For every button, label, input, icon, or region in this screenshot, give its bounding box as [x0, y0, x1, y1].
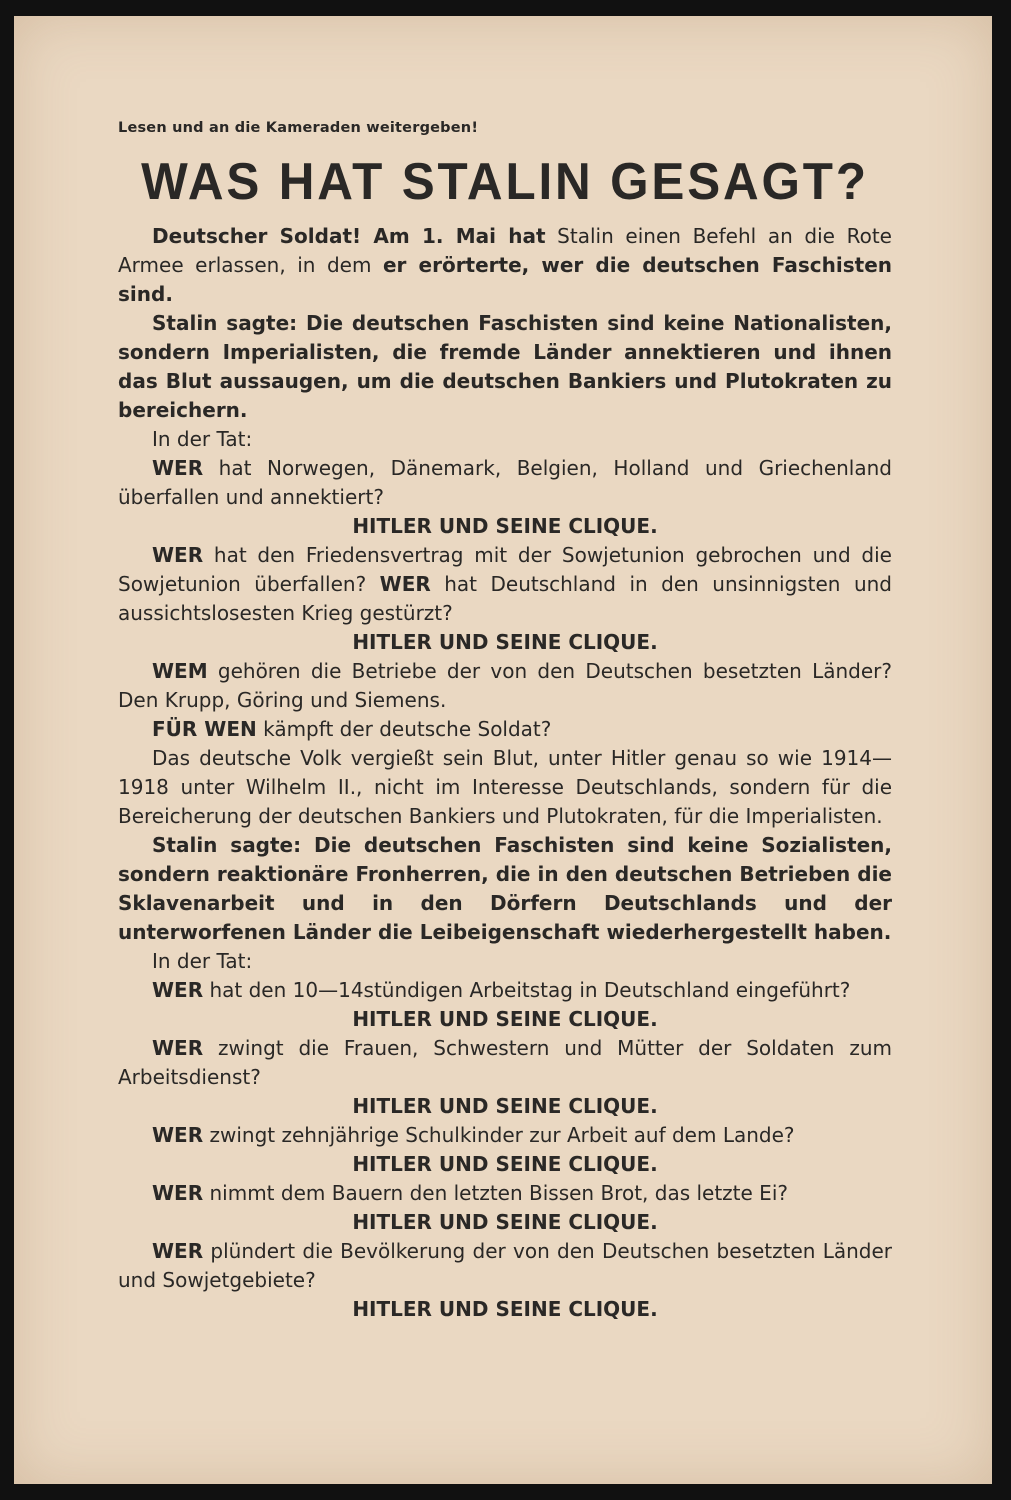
intro-text: Stalin einen Befehl an die Rote Armee erlassen, in dem [118, 224, 892, 277]
question-factories [118, 657, 892, 715]
question-keyword: WER [152, 543, 204, 567]
question-keyword: FÜR WEN [152, 717, 257, 741]
question-text: hat den Friedensvertrag mit der Sowjetunion gebrochen und die Sowjetunion überfallen? [118, 543, 892, 596]
question-text: hat Deutschland in den unsinnigsten und aussichtslosesten Krieg gestürzt? [118, 572, 892, 625]
paragraph-in-der-tat-2: In der Tat: [152, 949, 253, 973]
answer-chorus: HITLER UND SEINE CLIQUE. [352, 1007, 658, 1031]
question-text: kämpft der deutsche Soldat? [256, 717, 552, 741]
question-text: nimmt dem Bauern den letzten Bissen Brot, das letzte Ei? [203, 1181, 788, 1205]
intro-bold: Deutscher Soldat! Am 1. Mai hat [152, 224, 546, 248]
paragraph-stalin-nationalists: Stalin sagte: Die deutschen Faschisten sind keine Nationalisten, sondern Imperialisten, die fremde Länder annektieren und ihnen das Blut aussaugen, um die deutschen Bankiers und Plutokraten zu bereichern. [118, 311, 892, 422]
question-keyword: WER [152, 1181, 204, 1205]
answer-chorus: HITLER UND SEINE CLIQUE. [352, 1094, 658, 1118]
leaflet-sheet [14, 16, 992, 1484]
question-farmers [118, 1179, 892, 1208]
answer-chorus: HITLER UND SEINE CLIQUE. [352, 514, 658, 538]
question-text: gehören die Betriebe der von den Deutschen besetzten Länder? Den Krupp, Göring und Siemens. [118, 659, 892, 712]
question-children [118, 1121, 892, 1150]
question-keyword: WER [152, 1239, 204, 1263]
answer-chorus: HITLER UND SEINE CLIQUE. [352, 1210, 658, 1234]
question-plunder [118, 1237, 892, 1295]
paragraph-in-der-tat-1: In der Tat: [152, 427, 253, 451]
question-text: zwingt die Frauen, Schwestern und Mütter der Soldaten zum Arbeitsdienst? [118, 1036, 892, 1089]
question-keyword: WER [152, 1123, 204, 1147]
paragraph-intro [118, 222, 892, 309]
question-annexation [118, 454, 892, 512]
paragraph-blood: Das deutsche Volk vergießt sein Blut, unter Hitler genau so wie 1914—1918 unter Wilhelm II., nicht im Interesse Deutschlands, sondern für die Bereicherung der deutschen Bankiers und Plutokraten, für die Imperialisten. [118, 746, 892, 828]
question-keyword: WER [379, 572, 431, 596]
paragraph-stalin-socialists: Stalin sagte: Die deutschen Faschisten sind keine Sozialisten, sondern reaktionäre Fronherren, die in den deutschen Betrieben die Sklavenarbeit und in den Dörfern Deutschlands und der unterworfenen Länder die Leibeigenschaft wiederhergestellt haben. [118, 833, 892, 944]
question-treaty [118, 541, 892, 628]
question-for-whom [118, 715, 892, 744]
question-text: zwingt zehnjährige Schulkinder zur Arbeit auf dem Lande? [203, 1123, 795, 1147]
question-women [118, 1034, 892, 1092]
answer-chorus: HITLER UND SEINE CLIQUE. [352, 1152, 658, 1176]
question-text: hat Norwegen, Dänemark, Belgien, Holland und Griechenland überfallen und annektiert? [118, 456, 892, 509]
answer-chorus: HITLER UND SEINE CLIQUE. [352, 630, 658, 654]
question-keyword: WEM [152, 659, 208, 683]
answer-chorus: HITLER UND SEINE CLIQUE. [352, 1297, 658, 1321]
question-text: plündert die Bevölkerung der von den Deutschen besetzten Länder und Sowjetgebiete? [118, 1239, 892, 1292]
intro-bold-end: er erörterte, wer die deutschen Faschisten sind. [118, 253, 892, 306]
pass-on-line: Lesen und an die Kameraden weitergeben! [118, 120, 479, 136]
question-keyword: WER [152, 978, 204, 1002]
question-text: hat den 10—14stündigen Arbeitstag in Deutschland eingeführt? [203, 978, 851, 1002]
question-keyword: WER [152, 1036, 204, 1060]
leaflet-content [118, 114, 892, 1324]
question-workday [118, 976, 892, 1005]
leaflet-title: WAS HAT STALIN GESAGT? [141, 153, 869, 211]
question-keyword: WER [152, 456, 204, 480]
